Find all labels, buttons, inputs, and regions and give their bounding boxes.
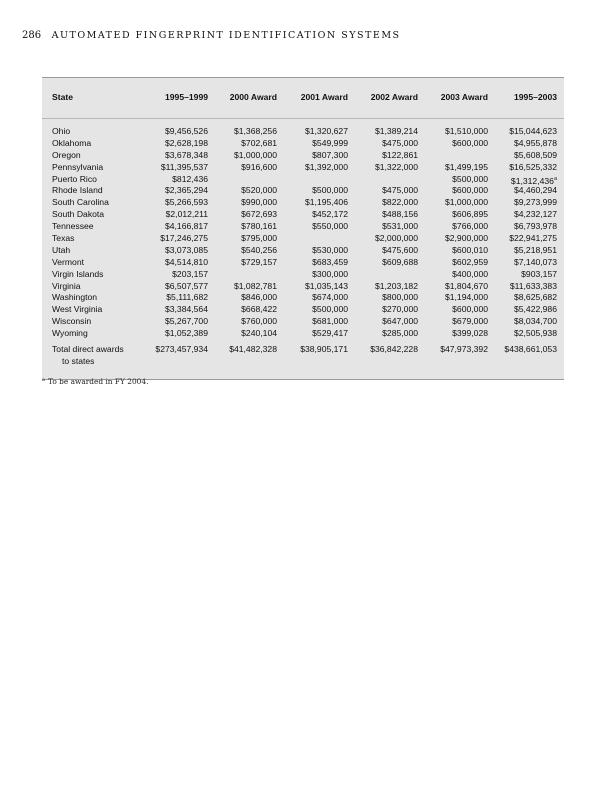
amount-cell: $681,000 — [312, 316, 348, 327]
amount-cell: $300,000 — [312, 268, 348, 279]
total-label-line2: to states — [62, 356, 95, 367]
amount-cell: $475,000 — [382, 137, 418, 148]
amount-cell: $760,000 — [241, 316, 277, 327]
column-header-1995-2003: 1995–2003 — [513, 92, 557, 102]
amount-cell: $11,395,537 — [160, 161, 208, 172]
amount-cell: $668,422 — [241, 304, 277, 315]
amount-cell: $540,256 — [241, 244, 277, 255]
amount-cell: $500,000 — [312, 185, 348, 196]
amount-cell: $600,000 — [452, 137, 488, 148]
table-row — [42, 232, 564, 244]
state-name: Virginia — [52, 280, 81, 291]
table-row — [42, 256, 564, 268]
amount-cell: $549,999 — [312, 137, 348, 148]
amount-cell: $1,510,000 — [444, 126, 488, 136]
amount-cell: $9,456,526 — [164, 126, 208, 136]
amount-cell: $399,028 — [452, 328, 488, 339]
state-name: Virgin Islands — [52, 268, 104, 279]
amount-cell: $17,246,275 — [160, 233, 208, 244]
amount-cell: $1,499,195 — [444, 161, 488, 172]
amount-cell: $5,218,951 — [513, 244, 557, 255]
table-row — [42, 149, 564, 161]
amount-cell: $1,194,000 — [444, 292, 488, 303]
amount-cell: $6,507,577 — [164, 280, 208, 291]
amount-cell: $647,000 — [382, 316, 418, 327]
amount-cell: $400,000 — [452, 268, 488, 279]
table-row — [42, 125, 564, 137]
amount-cell: $550,000 — [312, 221, 348, 232]
amount-cell: $5,422,986 — [513, 304, 557, 315]
footnote — [42, 377, 148, 386]
amount-cell: $8,034,700 — [513, 316, 557, 327]
state-name: Vermont — [52, 256, 85, 267]
state-name: Oregon — [52, 149, 81, 160]
amount-cell: $6,793,978 — [513, 221, 557, 232]
amount-cell: $475,600 — [382, 244, 418, 255]
state-name: West Virginia — [52, 304, 103, 315]
amount-cell: $529,417 — [312, 328, 348, 339]
amount-cell: $285,000 — [382, 328, 418, 339]
amount-cell: $1,804,670 — [444, 280, 488, 291]
state-name: Rhode Island — [52, 185, 103, 196]
table-row — [42, 208, 564, 220]
state-name: Puerto Rico — [52, 173, 97, 184]
total-cell: $438,661,053 — [504, 344, 557, 355]
table-row — [42, 173, 564, 185]
state-name: Wisconsin — [52, 316, 92, 327]
column-header-2003-award: 2003 Award — [440, 92, 488, 102]
table-row — [42, 184, 564, 196]
amount-cell: $5,608,509 — [513, 149, 557, 160]
amount-cell: $1,052,389 — [164, 328, 208, 339]
footnote-marker: a — [42, 377, 45, 383]
amount-cell: $600,000 — [452, 185, 488, 196]
amount-cell: $679,000 — [452, 316, 488, 327]
state-name: Utah — [52, 244, 71, 255]
table-row — [42, 291, 564, 303]
amount-cell: $846,000 — [241, 292, 277, 303]
amount-cell: $600,010 — [452, 244, 488, 255]
amount-cell: $2,012,211 — [165, 209, 208, 220]
table-row — [42, 244, 564, 256]
amount-cell: $2,365,294 — [164, 185, 208, 196]
column-header-1995-1999: 1995–1999 — [164, 92, 208, 102]
amount-cell: $903,157 — [521, 268, 557, 279]
amount-cell: $2,900,000 — [444, 233, 488, 244]
amount-cell: $4,232,127 — [513, 209, 557, 220]
amount-cell: $1,389,214 — [374, 126, 418, 136]
amount-cell: $3,678,348 — [164, 149, 208, 160]
amount-cell: $1,392,000 — [304, 161, 348, 172]
amount-cell: $9,273,999 — [513, 197, 557, 208]
amount-cell: $606,895 — [452, 209, 488, 220]
state-name: Tennessee — [52, 221, 94, 232]
amount-cell: $15,044,623 — [509, 126, 557, 136]
amount-cell: $672,693 — [241, 209, 277, 220]
table-row — [42, 303, 564, 315]
amount-cell: $475,000 — [382, 185, 418, 196]
state-name: Ohio — [52, 126, 71, 136]
amount-cell: $1,322,000 — [374, 161, 418, 172]
column-header-2002-award: 2002 Award — [370, 92, 418, 102]
column-header-state: State — [52, 92, 74, 102]
amount-cell: $1,035,143 — [304, 280, 348, 291]
amount-cell: $812,436 — [172, 173, 208, 184]
amount-cell: $4,955,878 — [513, 137, 557, 148]
amount-cell: $916,600 — [241, 161, 277, 172]
amount-cell: $520,000 — [241, 185, 277, 196]
amount-cell: $270,000 — [382, 304, 418, 315]
state-name: South Carolina — [52, 197, 109, 208]
amount-cell: $800,000 — [382, 292, 418, 303]
amount-cell: $609,688 — [382, 256, 418, 267]
amount-cell: $500,000 — [312, 304, 348, 315]
amount-cell: $7,140,073 — [513, 256, 557, 267]
amount-cell: $674,000 — [312, 292, 348, 303]
table-row — [42, 315, 564, 327]
state-name: Pennsylvania — [52, 161, 104, 172]
state-name: Wyoming — [52, 328, 88, 339]
awards-table — [42, 77, 564, 380]
state-name: South Dakota — [52, 209, 105, 220]
amount-cell: $1,312,436$^a$ — [510, 175, 557, 186]
amount-cell: $5,111,682 — [166, 292, 208, 303]
table-row — [42, 327, 564, 339]
table-row — [42, 220, 564, 232]
table-row — [42, 161, 564, 173]
amount-cell: $5,266,593 — [164, 197, 208, 208]
total-label — [52, 343, 142, 367]
running-header — [22, 30, 401, 41]
amount-cell: $2,505,938 — [513, 328, 557, 339]
table-body — [42, 119, 564, 379]
amount-cell: $240,104 — [241, 328, 277, 339]
amount-cell: $488,156 — [382, 209, 418, 220]
total-cell: $273,457,934 — [155, 344, 208, 355]
amount-cell: $530,000 — [312, 244, 348, 255]
amount-cell: $4,460,294 — [513, 185, 557, 196]
amount-cell: $729,157 — [241, 256, 277, 267]
amount-cell: $22,941,275 — [509, 233, 557, 244]
total-cell: $36,842,228 — [370, 344, 418, 355]
total-cell: $41,482,328 — [229, 344, 277, 355]
amount-cell: $2,000,000 — [374, 233, 418, 244]
amount-cell: $1,368,256 — [233, 126, 277, 136]
amount-cell: $702,681 — [241, 137, 277, 148]
total-cell: $38,905,171 — [300, 344, 348, 355]
table-header-row — [42, 78, 564, 119]
column-header-2001-award: 2001 Award — [300, 92, 348, 102]
amount-cell: $780,161 — [241, 221, 277, 232]
column-header-2000-award: 2000 Award — [229, 92, 277, 102]
running-title: AUTOMATED FINGERPRINT IDENTIFICATION SYSTEMS — [51, 30, 401, 41]
amount-cell: $2,628,198 — [164, 137, 208, 148]
amount-cell: $5,267,700 — [164, 316, 208, 327]
amount-cell: $3,384,564 — [164, 304, 208, 315]
amount-cell: $4,514,810 — [164, 256, 208, 267]
page-number: 286 — [22, 30, 42, 41]
table-row — [42, 137, 564, 149]
amount-cell: $203,157 — [172, 268, 208, 279]
amount-cell: $1,082,781 — [233, 280, 277, 291]
total-cell: $47,973,392 — [440, 344, 488, 355]
amount-cell: $500,000 — [452, 173, 488, 184]
state-name: Oklahoma — [52, 137, 92, 148]
amount-cell: $531,000 — [382, 221, 418, 232]
amount-cell: $807,300 — [312, 149, 348, 160]
footnote-reference: a — [553, 175, 557, 182]
amount-cell: $452,172 — [312, 209, 348, 220]
total-row — [42, 343, 564, 367]
amount-cell: $16,525,332 — [509, 161, 557, 172]
amount-cell: $4,166,817 — [164, 221, 208, 232]
amount-cell: $1,320,627 — [304, 126, 348, 136]
amount-cell: $766,000 — [452, 221, 488, 232]
table-row — [42, 280, 564, 292]
amount-cell: $822,000 — [382, 197, 418, 208]
amount-cell: $3,073,085 — [164, 244, 208, 255]
amount-cell: $8,625,682 — [513, 292, 557, 303]
amount-cell: $990,000 — [241, 197, 277, 208]
amount-cell: $795,000 — [241, 233, 277, 244]
footnote-text: To be awarded in FY 2004. — [47, 377, 149, 386]
amount-cell: $683,459 — [312, 256, 348, 267]
amount-cell: $1,000,000 — [233, 149, 277, 160]
amount-cell: $1,203,182 — [374, 280, 418, 291]
amount-cell: $122,861 — [382, 149, 418, 160]
table-row — [42, 268, 564, 280]
amount-cell: $602,959 — [452, 256, 488, 267]
amount-cell: $600,000 — [452, 304, 488, 315]
state-name: Texas — [52, 233, 75, 244]
state-name: Washington — [52, 292, 98, 303]
amount-cell: $1,195,406 — [304, 197, 348, 208]
total-label-line1: Total direct awards — [52, 344, 124, 355]
amount-cell: $11,633,383 — [509, 280, 557, 291]
table-row — [42, 196, 564, 208]
amount-cell: $1,000,000 — [444, 197, 488, 208]
